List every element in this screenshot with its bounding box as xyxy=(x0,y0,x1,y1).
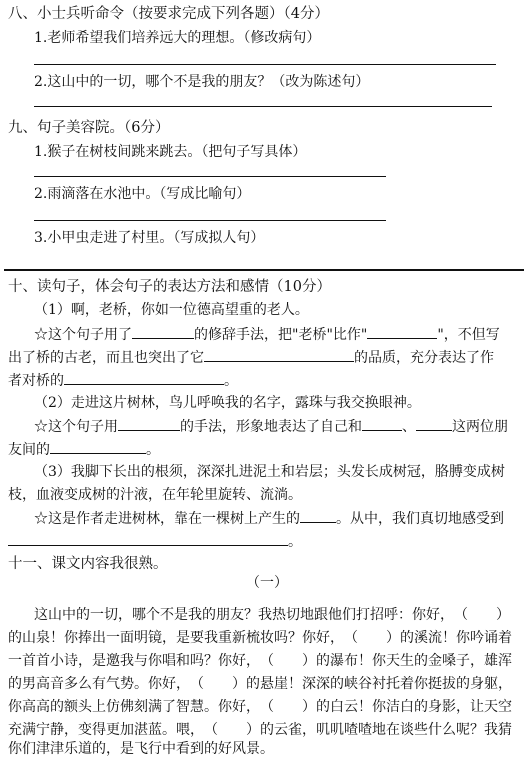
s9-question-2: 2.雨滴落在水池中。（写成比喻句） xyxy=(34,186,251,202)
s11-blank-4[interactable]: （ ） xyxy=(190,676,246,692)
blank-friend-2[interactable] xyxy=(416,416,452,431)
s11-blank-1[interactable]: （ ） xyxy=(454,607,510,623)
s11-line-3: 一首首小诗，是邀我与你唱和吗？你好，（ ）的瀑布！你天生的金嗓子，雄浑 xyxy=(8,653,512,669)
s10-p2-end: 。 xyxy=(146,442,160,458)
blank-relationship[interactable] xyxy=(50,439,146,454)
s11-line-6: 充满宁静，变得更加湛蓝。喂，（ ）的云雀，叽叽喳喳地在谈些什么呢？我猜 xyxy=(8,722,512,738)
section-8-title: 八、小士兵听命令（按要求完成下列各题）（4分） xyxy=(8,6,329,22)
s9-question-3: 3.小甲虫走进了村里。（写成拟人句） xyxy=(34,230,265,246)
s11-line-1: 这山中的一切，哪个不是我的朋友？我热切地跟他们打招呼：你好，（ ） xyxy=(34,607,510,623)
s10-p3-text-b: 。从中，我们真切地感受到 xyxy=(336,511,504,527)
s8-question-2: 2.这山中的一切，哪个不是我的朋友？（改为陈述句） xyxy=(34,74,370,90)
s10-p1-text-e: 的品质，充分表达了作 xyxy=(354,350,494,366)
s10-p1-text-a: ☆这个句子用了 xyxy=(34,327,132,343)
s8-question-1: 1.老师希望我们培养远大的理想。（修改病句） xyxy=(34,30,321,46)
s8-answer-line-2[interactable] xyxy=(34,106,492,107)
s10-p1-line-1 xyxy=(34,324,500,345)
blank-friend-1[interactable] xyxy=(362,416,402,431)
s11-blank-2[interactable]: （ ） xyxy=(344,630,400,646)
s11-part-label: （一） xyxy=(246,575,288,591)
s8-answer-line-1[interactable] xyxy=(34,64,496,65)
blank-feeling[interactable] xyxy=(64,370,224,385)
s10-sentence-2: （2）走进这片树林，鸟儿呼唤我的名字，露珠与我交换眼神。 xyxy=(34,395,421,411)
blank-compared-to[interactable] xyxy=(367,324,437,339)
s10-p3-line-1 xyxy=(34,508,504,529)
s10-p2-text-a: ☆这个句子用 xyxy=(34,419,118,435)
s11-line-7: 你们津津乐道的，是飞行中看到的好风景。 xyxy=(8,741,274,757)
s11-blank-6[interactable]: （ ） xyxy=(204,722,260,738)
s10-sentence-1: （1）啊，老桥，你如一位德高望重的老人。 xyxy=(34,302,309,318)
s10-p1-end: 。 xyxy=(224,373,238,389)
s10-p1-line-3 xyxy=(8,370,238,391)
section-divider xyxy=(4,269,524,271)
s10-p3-end: 。 xyxy=(288,534,302,550)
s10-p2-line-1 xyxy=(34,416,508,437)
blank-rhetoric[interactable] xyxy=(132,324,194,339)
s10-p2-text-e: 友间的 xyxy=(8,442,50,458)
s10-sentence-3-line-1: （3）我脚下长出的根须，深深扎进泥土和岩层；头发长成树冠，胳膊变成树 xyxy=(34,464,505,480)
section-11-title: 十一、课文内容我很熟。 xyxy=(8,556,168,572)
s10-p1-text-f: 者对桥的 xyxy=(8,373,64,389)
blank-quality[interactable] xyxy=(204,347,354,362)
s10-p1-line-2 xyxy=(8,347,494,368)
s10-p1-text-b: 的修辞手法，把"老桥"比作" xyxy=(194,327,368,343)
s10-p2-text-d: 这两位朋 xyxy=(452,419,508,435)
s11-line-4: 的男高音多么有气势。你好，（ ）的悬崖！深深的峡谷衬托着你挺拔的身躯， xyxy=(8,676,512,692)
section-10-title: 十、读句子，体会句子的表达方法和感情（10分） xyxy=(8,279,331,295)
s11-line-5: 你高高的额头上仿佛刻满了智慧。你好，（ ）的白云！你洁白的身影，让天空 xyxy=(8,699,512,715)
s10-sentence-3-line-2: 枝，血液变成树的汁液，在年轮里旋转、流淌。 xyxy=(8,487,302,503)
s9-answer-line-1[interactable] xyxy=(34,176,386,177)
s10-p2-text-b: 的手法，形象地表达了自己和 xyxy=(180,419,362,435)
blank-feeling-2[interactable] xyxy=(8,531,288,546)
s11-blank-5[interactable]: （ ） xyxy=(260,699,316,715)
section-9-title: 九、句子美容院。（6分） xyxy=(8,120,170,136)
s10-p3-text-a: ☆这是作者走进树林，靠在一棵树上产生的 xyxy=(34,511,300,527)
blank-imagination[interactable] xyxy=(300,508,336,523)
s11-line-2: 的山泉！你捧出一面明镜，是要我重新梳妆吗？你好，（ ）的溪流！你吟诵着 xyxy=(8,630,512,646)
s10-p1-text-d: 出了桥的古老，而且也突出了它 xyxy=(8,350,204,366)
s10-p2-text-c: 、 xyxy=(402,419,416,435)
s10-p2-line-2 xyxy=(8,439,160,460)
s9-answer-line-2[interactable] xyxy=(34,220,386,221)
s10-p3-line-2 xyxy=(8,531,302,552)
blank-technique[interactable] xyxy=(118,416,180,431)
s10-p1-text-c: "，不但写 xyxy=(437,327,500,343)
s11-blank-3[interactable]: （ ） xyxy=(260,653,316,669)
s9-question-1: 1.猴子在树枝间跳来跳去。（把句子写具体） xyxy=(34,144,307,160)
